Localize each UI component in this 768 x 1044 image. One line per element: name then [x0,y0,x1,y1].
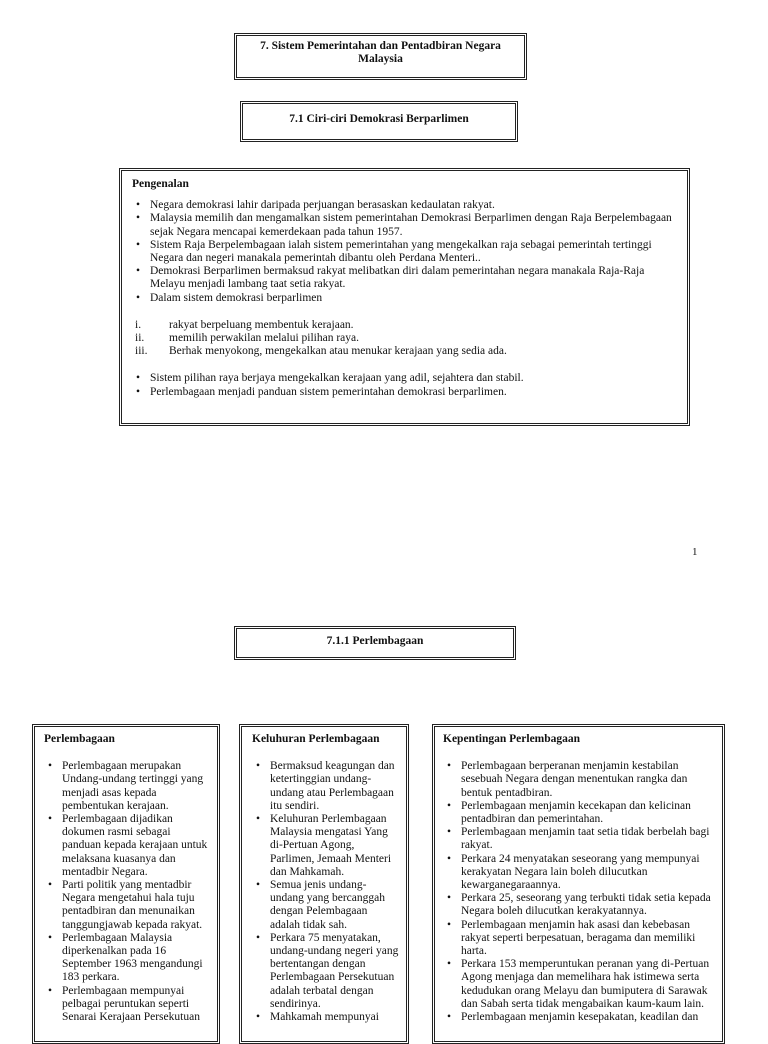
perlembagaan-box [32,724,220,1044]
list-item: • Perkara 153 memperuntukan peranan yang di-Pertuan Agong menjaga dan memelihara hak istimewa serta kedudukan orang Melayu dan bumiputera di Sarawak dan Sabah serta tidak mengabaikan kaum-kaum lain. [443,958,716,1011]
list-item: • Perkara 24 menyatakan seseorang yang mempunyai kerakyatan Negara lain boleh dilucutkan kewarganegaraannya. [443,853,716,893]
list-item [132,319,678,332]
list-item: • Parti politik yang mentadbir Negara mengetahui hala tuju pentadbiran dan menunaikan tanggungjawab kepada rakyat. [44,879,211,932]
list-item: • Perlembagaan dijadikan dokumen rasmi sebagai panduan kepada kerajaan untuk melaksana kuasanya dan mentadbir Negara. [44,813,211,879]
chapter-title-box [234,33,527,80]
kepentingan-list [443,760,716,1024]
kepentingan-heading: Kepentingan Perlembagaan [443,733,581,745]
list-item: • Perlembagaan mempunyai pelbagai peruntukan seperti Senarai Kerajaan Persekutuan [44,985,211,1025]
intro-numbered-list [132,319,678,359]
list-item: • Perlembagaan Malaysia diperkenalkan pada 16 September 1963 mengandungi 183 perkara. [44,932,211,985]
list-item [132,345,678,358]
intro-heading: Pengenalan [132,178,189,190]
list-item: • Mahkamah mempunyai [252,1011,400,1024]
list-item: • Sistem pilihan raya berjaya mengekalkan kerajaan yang adil, sejahtera dan stabil. [132,372,678,385]
list-number: ii. [135,332,145,345]
subsection-title-box [234,626,516,660]
intro-bullet-list [132,199,678,305]
list-item: • Perlembagaan merupakan Undang-undang tertinggi yang menjadi asas kepada pembentukan kerajaan. [44,760,211,813]
subsection-title: 7.1.1 Perlembagaan [326,635,424,647]
list-item: • Perlembagaan menjamin kesepakatan, keadilan dan [443,1011,716,1024]
list-text: Berhak menyokong, mengekalkan atau menukar kerajaan yang sedia ada. [169,345,507,358]
list-item: • Negara demokrasi lahir daripada perjuangan berasaskan kedaulatan rakyat. [132,199,678,212]
intro-box [119,168,690,426]
list-item [132,332,678,345]
keluhuran-list [252,760,400,1024]
list-item: • Sistem Raja Berpelembagaan ialah sistem pemerintahan yang mengekalkan raja sebagai pemerintah tertinggi Negara dan negeri manakala pemerintah dibantu oleh Perdana Menteri.. [132,239,678,265]
kepentingan-box [432,724,725,1044]
page-number: 1 [692,546,698,558]
intro-bullet-list-2 [132,372,678,398]
keluhuran-box [239,724,409,1044]
list-item: • Perkara 25, seseorang yang terbukti tidak setia kepada Negara boleh dilucutkan kerakyatannya. [443,892,716,918]
list-text: rakyat berpeluang membentuk kerajaan. [169,318,354,331]
list-item: • Bermaksud keagungan dan ketertinggian undang-undang atau Perlembagaan itu sendiri. [252,760,400,813]
chapter-title: 7. Sistem Pemerintahan dan Pentadbiran Negara Malaysia [260,40,501,66]
list-item: • Perlembagaan menjadi panduan sistem pemerintahan demokrasi berparlimen. [132,386,678,399]
list-item: • Perlembagaan berperanan menjamin kestabilan sesebuah Negara dengan menentukan rangka dan bentuk pentadbiran. [443,760,716,800]
list-text: memilih perwakilan melalui pilihan raya. [169,332,360,345]
list-item: • Keluhuran Perlembagaan Malaysia mengatasi Yang di-Pertuan Agong, Parlimen, Jemaah Menteri dan Mahkamah. [252,813,400,879]
list-number: iii. [135,345,148,358]
list-item: • Malaysia memilih dan mengamalkan sistem pemerintahan Demokrasi Berparlimen dengan Raja Berpelembagaan sejak Negara mencapai kemerdekaan pada tahun 1957. [132,212,678,238]
list-item: • Dalam sistem demokrasi berparlimen [132,292,678,305]
list-item: • Perlembagaan menjamin taat setia tidak berbelah bagi rakyat. [443,826,716,852]
list-item: • Semua jenis undang-undang yang bercanggah dengan Pelembagaan adalah tidak sah. [252,879,400,932]
list-item: • Perlembagaan menjamin hak asasi dan kebebasan rakyat seperti berpesatuan, beragama dan memiliki harta. [443,919,716,959]
list-item: • Perkara 75 menyatakan, undang-undang negeri yang bertentangan dengan Perlembagaan Persekutuan adalah terbatal dengan sendirinya. [252,932,400,1011]
list-number: i. [135,318,142,331]
list-item: • Perlembagaan menjamin kecekapan dan kelicinan pentadbiran dan pemerintahan. [443,800,716,826]
perlembagaan-heading: Perlembagaan [44,733,115,745]
section-title: 7.1 Ciri-ciri Demokrasi Berparlimen [289,113,469,125]
list-item: • Demokrasi Berparlimen bermaksud rakyat melibatkan diri dalam pemerintahan negara manakala Raja-Raja Melayu menjadi lambang taat setia rakyat. [132,265,678,291]
section-title-box [240,101,518,142]
keluhuran-heading: Keluhuran Perlembagaan [252,733,380,745]
perlembagaan-list [44,760,211,1024]
